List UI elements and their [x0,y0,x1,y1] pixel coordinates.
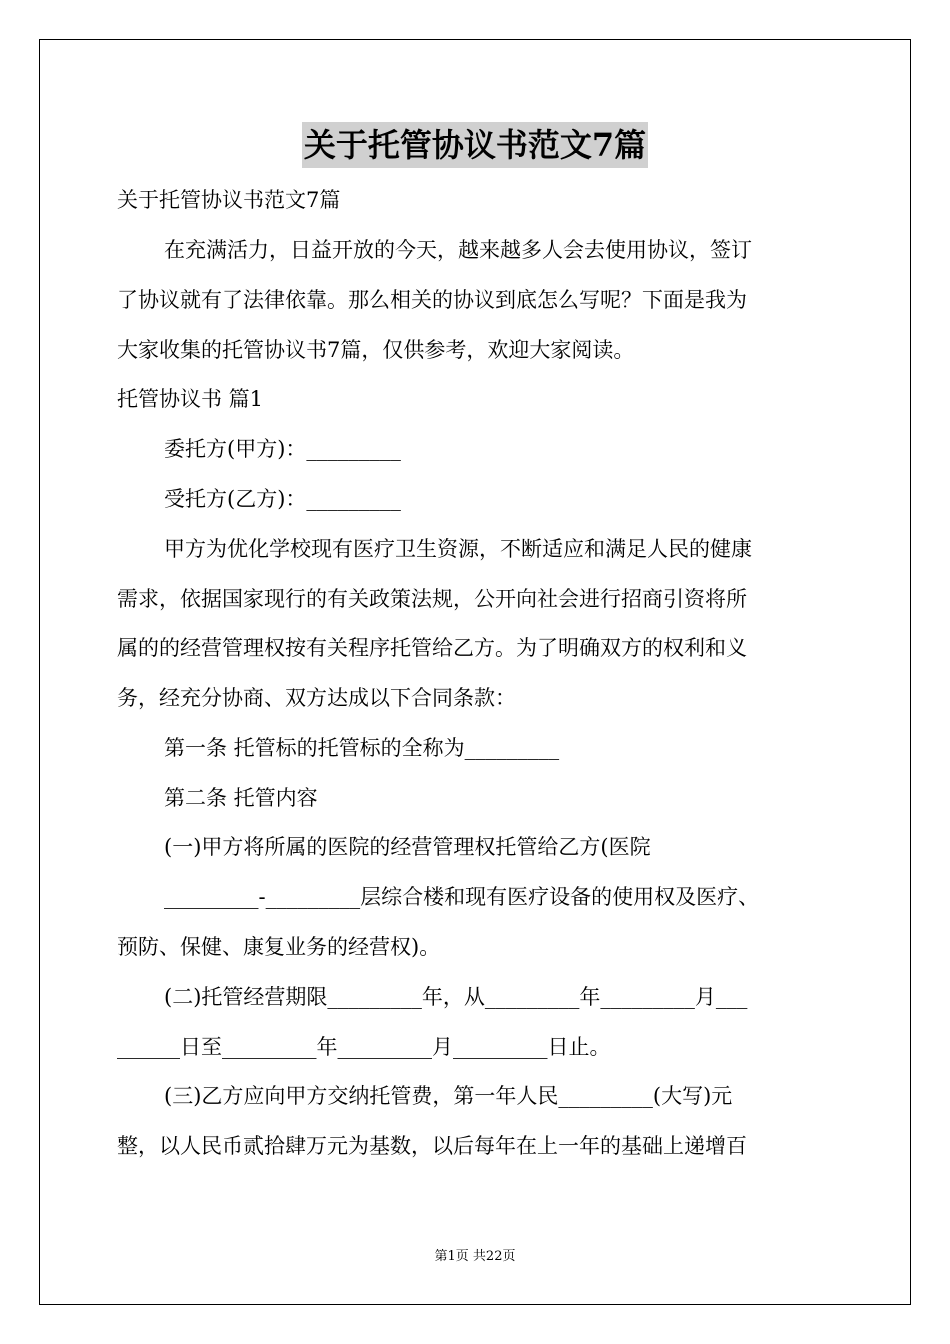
paragraph-line: 大家收集的托管协议书7篇，仅供参考，欢迎大家阅读。 [117,338,635,362]
paragraph-line: 在充满活力，日益开放的今天，越来越多人会去使用协议，签订 [164,238,752,262]
paragraph-line: 了协议就有了法律依靠。那么相关的协议到底怎么写呢？下面是我为 [117,288,747,312]
subtitle-line: 关于托管协议书范文7篇 [117,188,341,212]
paragraph-line: 属的的经营管理权按有关程序托管给乙方。为了明确双方的权利和义 [117,636,747,660]
paragraph-line: 需求，依据国家现行的有关政策法规，公开向社会进行招商引资将所 [117,587,747,611]
paragraph-line: 务，经充分协商、双方达成以下合同条款： [117,686,516,710]
paragraph-line: 甲方为优化学校现有医疗卫生资源，不断适应和满足人民的健康 [164,537,752,561]
page-border [39,39,911,1305]
section-heading: 托管协议书 篇1 [117,387,264,411]
party-a-line: 委托方(甲方)：_________ [164,437,401,461]
paragraph-line: (三)乙方应向甲方交纳托管费，第一年人民_________(大写)元 [164,1084,733,1108]
article-line: 第一条 托管标的托管标的全称为_________ [164,736,560,760]
page-footer: 第1页 共22页 [434,1249,516,1264]
document-title: 关于托管协议书范文7篇 [302,122,648,168]
paragraph-line: ______日至_________年_________月_________日止。 [117,1035,611,1059]
paragraph-line: 预防、保健、康复业务的经营权)。 [117,935,441,959]
paragraph-line: (二)托管经营期限_________年，从_________年_________月___ [164,985,748,1009]
paragraph-line: _________-_________层综合楼和现有医疗设备的使用权及医疗、 [164,885,760,909]
party-b-line: 受托方(乙方)：_________ [164,487,401,511]
paragraph-line: 整，以人民币贰拾肆万元为基数，以后每年在上一年的基础上递增百 [117,1134,747,1158]
article-line: 第二条 托管内容 [164,786,318,810]
document-title-wrap [0,122,950,168]
paragraph-line: (一)甲方将所属的医院的经营管理权托管给乙方(医院 [164,835,651,859]
